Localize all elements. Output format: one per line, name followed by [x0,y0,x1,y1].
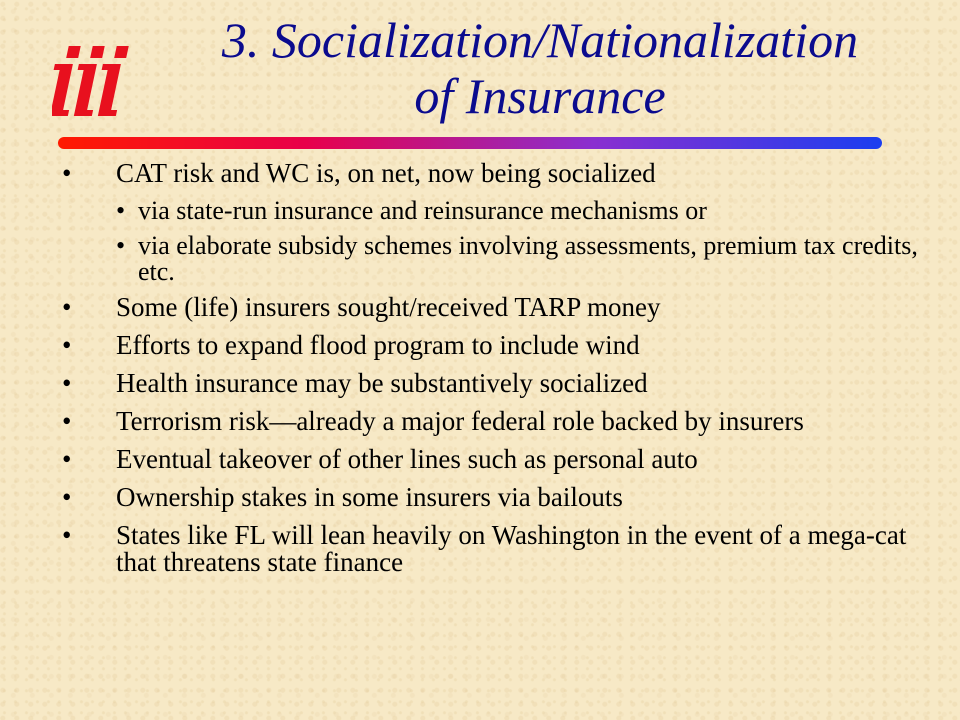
bullet-dot: • [62,330,72,360]
sub-bullet-item [62,233,932,285]
bullet-item [62,332,932,359]
iii-logo-icon [52,40,136,124]
bullet-text: Ownership stakes in some insurers via bailouts [116,482,623,512]
bullet-dot: • [62,520,72,550]
bullet-dot: • [62,292,72,322]
bullet-text: Some (life) insurers sought/received TARP money [116,292,661,322]
bullet-dot: • [62,444,72,474]
sub-bullet-item [62,198,932,224]
sub-bullet-dot: • [116,231,126,260]
bullet-text: Health insurance may be substantively socialized [116,368,648,398]
bullet-item [62,522,932,576]
bullet-text: Terrorism risk—already a major federal role backed by insurers [116,406,804,436]
bullet-dot: • [62,406,72,436]
bullet-text: Eventual takeover of other lines such as personal auto [116,444,698,474]
bullet-item [62,294,932,321]
bullet-item [62,408,932,435]
sub-bullet-dot: • [116,196,126,225]
sub-bullet-text: via elaborate subsidy schemes involving assessments, premium tax credits, etc. [138,231,918,286]
sub-bullet-text: via state-run insurance and reinsurance mechanisms or [138,196,707,225]
bullet-item [62,370,932,397]
bullet-list [62,160,932,587]
title-divider [58,137,882,149]
bullet-text: States like FL will lean heavily on Washington in the event of a mega-cat that threatens state finance [116,520,907,577]
bullet-dot: • [62,482,72,512]
title-line-1: 3. Socialization/Nationalization [221,12,859,68]
bullet-item [62,446,932,473]
bullet-item [62,484,932,511]
bullet-text: Efforts to expand flood program to include wind [116,330,640,360]
slide-title [140,12,940,124]
bullet-item [62,160,932,187]
title-line-2: of Insurance [414,68,666,124]
bullet-dot: • [62,368,72,398]
bullet-text: CAT risk and WC is, on net, now being socialized [116,158,656,188]
bullet-dot: • [62,158,72,188]
